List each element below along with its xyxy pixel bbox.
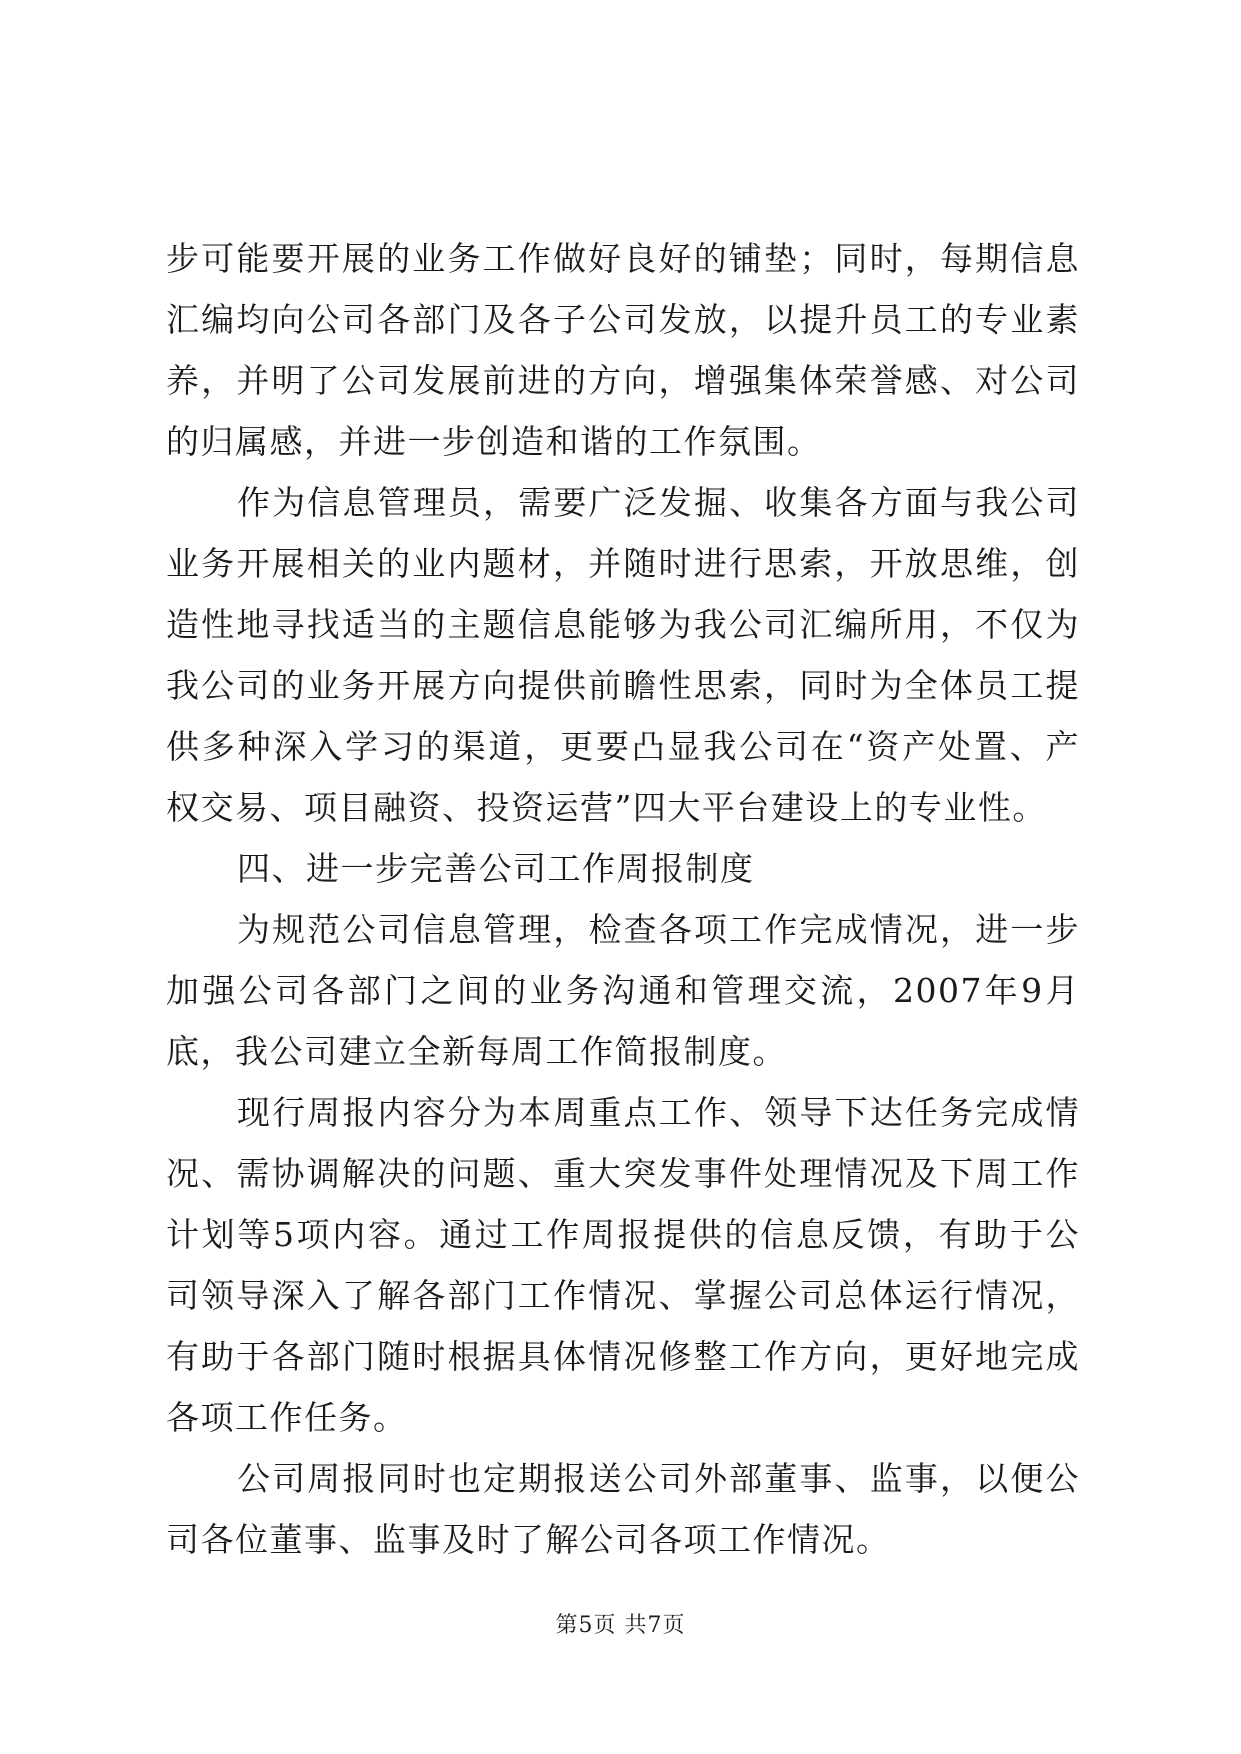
paragraph-5: 公司周报同时也定期报送公司外部董事、监事，以便公司各位董事、监事及时了解公司各项工作情况。 [166,1459,1080,1559]
paragraph-1: 步可能要开展的业务工作做好良好的铺垫；同时，每期信息汇编均向公司各部门及各子公司发放，以提升员工的专业素养，并明了公司发展前进的方向，增强集体荣誉感、对公司的归属感，并进一步创造和谐的工作氛围。 [166,239,1080,461]
paragraph-3: 为规范公司信息管理，检查各项工作完成情况，进一步加强公司各部门之间的业务沟通和管理交流，2007年9月底，我公司建立全新每周工作简报制度。 [166,910,1080,1071]
section-heading-4: 四、进一步完善公司工作周报制度 [236,849,755,888]
document-body [166,228,1080,1570]
paragraph-2: 作为信息管理员，需要广泛发掘、收集各方面与我公司业务开展相关的业内题材，并随时进行思索，开放思维，创造性地寻找适当的主题信息能够为我公司汇编所用，不仅为我公司的业务开展方向提供前瞻性思索，同时为全体员工提供多种深入学习的渠道，更要凸显我公司在“资产处置、产权交易、项目融资、投资运营”四大平台建设上的专业性。 [166,483,1080,827]
page-number-footer: 第5页 共7页 [555,1613,686,1638]
paragraph-4: 现行周报内容分为本周重点工作、领导下达任务完成情况、需协调解决的问题、重大突发事件处理情况及下周工作计划等5项内容。通过工作周报提供的信息反馈，有助于公司领导深入了解各部门工作情况、掌握公司总体运行情况，有助于各部门随时根据具体情况修整工作方向，更好地完成各项工作任务。 [166,1093,1080,1437]
